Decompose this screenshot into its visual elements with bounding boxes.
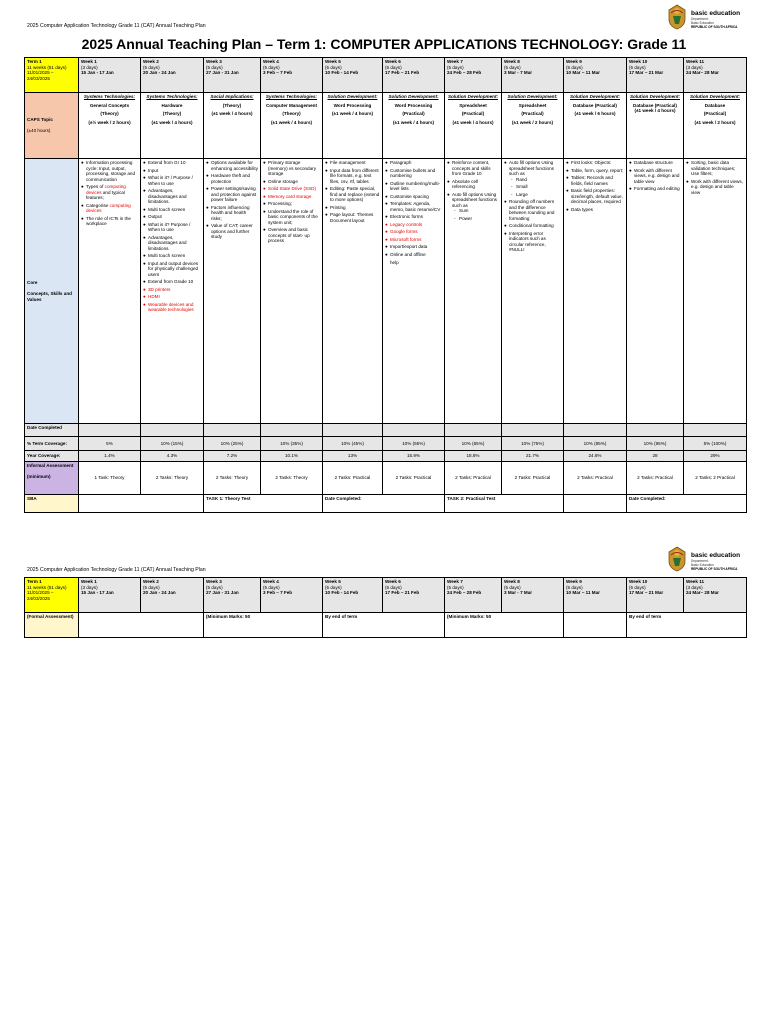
list-item: ● Conditional formatting [509,223,561,229]
sub-item: - Rand [516,177,561,183]
list-item: ● Advantages, disadvantages and limitations. [148,235,201,252]
caps-topic-row [25,93,747,159]
week-header: Week 8 (5 days) 3 Mar - 7 Mar [502,58,564,93]
list-item: ● Legacy controls [390,222,442,228]
list-item: ● Work with different views, e.g. design and table view [691,179,744,196]
list-item: ● Rounding off numbers and the difference between rounding and formatting [509,199,561,221]
caps-topic-cell: Social Implications: (Theory) (±1 week / 4 hours) [204,93,261,159]
list-item: ● Information processing cycle: Input, output, processing, storage and communication [86,160,138,182]
formal-minimum-marks: (Minimum Marks: 50 [204,613,323,638]
coverage-value: 10% (35%) [261,437,323,451]
core-concepts-label: Core Concepts, Skills and Values [25,159,79,424]
week-header: Week 4 (5 days) 3 Feb – 7 Feb [261,578,323,613]
list-item: ● Microsoft forms [390,237,442,243]
caps-topic-cell: Solution Development: Spreadsheet (Practical) (±1 week / 4 hours) [445,93,502,159]
list-item: ● Electronic forms [390,214,442,220]
term-coverage-row [25,437,747,451]
informal-assessment-label: Informal Assessment (minimum) [25,462,79,495]
caps-topic-cell: Systems Technologies: Computer Management (Theory) (±1 week / 4 hours) [261,93,323,159]
list-item: ● Memory card storage [268,194,320,200]
caps-topic-cell: Solution Development: Database (Practical) (±1 week / 6 hours) [564,93,627,159]
list-item: ● Solid State Drive (SSD) [268,186,320,192]
caps-topic-cell: Solution Development: Spreadsheet (Practical) (±1 week / 2 hours) [502,93,564,159]
coat-of-arms-icon [667,546,687,572]
list-item: ● Extend from Grade 10 [148,279,201,285]
list-item: ● Overview and basic concepts of start- up process [268,227,320,244]
list-item: ● Online storage [268,179,320,185]
list-item: ● Options available for enhancing accessibility [211,160,258,171]
weeks-header-row [25,58,747,93]
logo-country: REPUBLIC OF SOUTH AFRICA [691,567,738,571]
year-coverage-value: 15.9% [383,451,445,462]
coverage-value: 10% (45%) [323,437,383,451]
list-item: ● Input [148,168,201,174]
date-cell [261,424,323,437]
year-coverage-value: 1.4% [79,451,141,462]
dbe-logo [667,4,767,32]
core-cell-week-7 [445,159,502,424]
list-item: ● Primary storage (memory) vs secondary storage [268,160,320,177]
year-coverage-value: 24.6% [564,451,627,462]
caps-topic-cell: Solution Development: Database (Practical) (±1 week / 2 hours) [684,93,747,159]
core-cell-week-2 [141,159,204,424]
list-item-continued: help [390,260,399,265]
coverage-value: 10% (15%) [141,437,204,451]
formal-assessment-table [24,577,747,638]
week-header: Week 5 (5 days) 10 Feb - 14 Feb [323,578,383,613]
list-item: ● Wearable devices and wearable technologies [148,302,201,313]
sub-item: - Power [459,216,499,222]
coverage-value: 10% (95%) [627,437,684,451]
document-header-page-2: 2025 Computer Application Technology Grade 11 (CAT) Annual Teaching Plan [27,567,206,573]
list-item: ● Auto fill options Using spreadsheet functions such as - Rand - Small - Large [509,160,561,197]
core-concepts-row [25,159,747,424]
sba-task-2: TASK 2: Practical Test [445,495,564,513]
sub-item: - Large [516,192,561,198]
list-item: ● Printing [330,205,380,211]
informal-value: 2 Tasks: 2 Practical [684,462,747,495]
list-item: ● Power settings/saving and protection against power failure [211,186,258,203]
list-item: ● Interpreting error indicators such as circular reference, #NULL! [509,231,561,253]
formal-by-end-of-term: By end of term [627,613,747,638]
informal-assessment-row [25,462,747,495]
week-header: Week 9 (5 days) 10 Mar – 11 Mar [564,58,627,93]
list-item: ● Absolute cell referencing [452,179,499,190]
informal-value: 2 Tasks: Practical [627,462,684,495]
page-title: 2025 Annual Teaching Plan – Term 1: COMPUTER APPLICATIONS TECHNOLOGY: Grade 11 [81,36,687,52]
list-item: ● Outline numbering/multi-level lists [390,181,442,192]
year-coverage-value: 29% [684,451,747,462]
informal-value: 2 Tasks: Practical [564,462,627,495]
list-item: ● Output [148,214,201,220]
list-item: ● Categorise computing devices [86,203,138,214]
sub-item: - Small [516,184,561,190]
list-item: ● Understand the role of basic components of the system unit; [268,209,320,226]
list-item: ● Advantages, disadvantages and limitations. [148,188,201,205]
week-header: Week 5 (5 days) 10 Feb - 14 Feb [323,58,383,93]
list-item: ● Types of computing devices and typical features; [86,184,138,201]
sub-item: - Sum [459,208,499,214]
list-item: ● Data types [571,207,624,213]
year-coverage-value: 28 [627,451,684,462]
term-coverage-label: % Term Coverage: [25,437,79,451]
logo-title: basic education [691,552,741,559]
week-header: Week 2 (5 days) 20 Jan - 24 Jan [141,58,204,93]
date-cell [502,424,564,437]
year-coverage-value: 7.2% [204,451,261,462]
list-item: ● Input data from different file formats, e.g. text files, csv, rtf, tables [330,168,380,185]
list-item: ● Import/export data [390,244,442,250]
list-item: ● Editing: Paste special, find and replace (extend to more options) [330,186,380,203]
informal-value: 2 Tasks: Practical [383,462,445,495]
caps-topic-cell: Solution Development: Database (Practical) (±1 week / 4 hours) [627,93,684,159]
list-item: ● What is it? / Purpose / When to use [148,175,201,186]
date-completed-label: Date Completed [25,424,79,437]
list-item: ● Table, form, query, report; [571,168,624,174]
week-header: Week 11 (3 days) 24 Mar– 28 Mar [684,578,747,613]
list-item: ● HDMI [148,294,201,300]
core-cell-week-4 [261,159,323,424]
logo-country: REPUBLIC OF SOUTH AFRICA [691,25,738,29]
sba-date-completed: Date Completed: [627,495,747,513]
list-item: ● Basic field properties: size/length, default value, decimal places, required [571,188,624,205]
list-item: ● Tables: Records and fields, field names [571,175,624,186]
week-header: Week 8 (5 days) 3 Mar - 7 Mar [502,578,564,613]
caps-topic-cell: Systems Technologies: General Concepts (Theory) (±½ week / 2 hours) [79,93,141,159]
coverage-value: 10% (75%) [502,437,564,451]
year-coverage-value: 13% [323,451,383,462]
list-item: ● Customise spacing [390,194,442,200]
formal-cell [79,613,204,638]
core-cell-week-10 [627,159,684,424]
list-item: ● The role of ICTs in the workplace [86,216,138,227]
list-item: ● Database structure [634,160,681,166]
date-cell [445,424,502,437]
list-item: ● Multi touch screen [148,253,201,259]
week-header: Week 1 (3 days) 15 Jan - 17 Jan [79,578,141,613]
list-item: ● Online and offline [390,252,442,258]
week-header: Week 3 (5 days) 27 Jan - 31 Jan [204,58,261,93]
coverage-value: 10% (85%) [564,437,627,451]
logo-subtitle: Department: Basic Education [691,17,714,25]
coverage-value: 5% (100%) [684,437,747,451]
date-cell [383,424,445,437]
week-header: Week 2 (5 days) 20 Jan - 24 Jan [141,578,204,613]
term-cell: Term 1 11 weeks (51 days) 11/01/2025 – 24/03/2025 [25,58,79,93]
caps-topic-cell: Solution Development: Word Processing (Practical) (±1 week / 4 hours) [383,93,445,159]
sba-task-1: TASK 1: Theory Test [204,495,323,513]
week-header: Week 9 (5 days) 10 Mar – 11 Mar [564,578,627,613]
sba-cell [79,495,204,513]
date-cell [141,424,204,437]
year-coverage-value: 10.1% [261,451,323,462]
formal-assessment-label: (Formal Assessment) [25,613,79,638]
informal-value: 2 Tasks: Theory [141,462,204,495]
list-item: ● Work with different views, e.g. design and table view [634,168,681,185]
date-cell [564,424,627,437]
list-item: ● Google forms [390,229,442,235]
sba-date-completed: Date Completed: [323,495,445,513]
date-cell [684,424,747,437]
date-cell [204,424,261,437]
informal-value: 2 Tasks: Theory [261,462,323,495]
list-item: ● Page layout: Themes Document layout [330,212,380,223]
year-coverage-value: 18.8% [445,451,502,462]
list-item: ● Templates: Agenda, memo, basic resume/CV [390,201,442,212]
formal-minimum-marks: (Minimum Marks: 50 [445,613,564,638]
year-coverage-label: Year Coverage: [25,451,79,462]
coverage-value: 5% [79,437,141,451]
coverage-value: 10% (65%) [445,437,502,451]
core-cell-week-11 [684,159,747,424]
formal-assessment-row [25,613,747,638]
sba-cell [564,495,627,513]
date-cell [323,424,383,437]
teaching-plan-table [24,57,747,513]
formal-cell [564,613,627,638]
week-header: Week 4 (5 days) 3 Feb – 7 Feb [261,58,323,93]
coverage-value: 10% (55%) [383,437,445,451]
core-cell-week-6 [383,159,445,424]
week-header: Week 11 (3 days) 24 Mar– 28 Mar [684,58,747,93]
list-item: ● Extend from Gr 10 [148,160,201,166]
coverage-value: 10% (25%) [204,437,261,451]
list-item: ● Reinforce content, concepts and skills from Grade 10 [452,160,499,177]
date-completed-row [25,424,747,437]
list-item: ● Hardware theft and protection [211,173,258,184]
list-item: ● What is it? Purpose / When to use [148,222,201,233]
list-item: ● Auto fill options Using spreadsheet functions such as - Sum - Power [452,192,499,222]
sba-row [25,495,747,513]
document-header: 2025 Computer Application Technology Grade 11 (CAT) Annual Teaching Plan [27,23,206,29]
date-cell [79,424,141,437]
list-item: ● Processing; [268,201,320,207]
informal-value: 2 Tasks: Practical [502,462,564,495]
list-item: ● 3D printers [148,287,201,293]
year-coverage-value: 4.3% [141,451,204,462]
sba-label: SBA [25,495,79,513]
weeks-header-row [25,578,747,613]
week-header: Week 6 (5 days) 17 Feb – 21 Feb [383,58,445,93]
caps-topic-cell: Solution Development: Word Processing (±1 week / 4 hours) [323,93,383,159]
week-header: Week 10 (5 days) 17 Mar – 21 Mar [627,58,684,93]
week-header: Week 3 (5 days) 27 Jan - 31 Jan [204,578,261,613]
week-header: Week 1 (3 days) 15 Jan - 17 Jan [79,58,141,93]
list-item: ● Formatting and editing [634,186,681,192]
date-cell [627,424,684,437]
formal-by-end-of-term: By end of term [323,613,445,638]
term-cell: Term 1 11 weeks (51 days) 11/01/2025 – 24/03/2025 [25,578,79,613]
week-header: Week 6 (5 days) 17 Feb – 21 Feb [383,578,445,613]
core-cell-week-9 [564,159,627,424]
year-coverage-value: 21.7% [502,451,564,462]
week-header: Week 10 (5 days) 17 Mar – 21 Mar [627,578,684,613]
core-cell-week-8 [502,159,564,424]
coat-of-arms-icon [667,4,687,30]
list-item: ● First looks: Objects: [571,160,624,166]
informal-value: 2 Tasks: Practical [323,462,383,495]
core-cell-week-5 [323,159,383,424]
informal-value: 2 Tasks: Practical [445,462,502,495]
caps-topic-cell: Systems Technologies: Hardware (Theory) (±1 week / 4 hours) [141,93,204,159]
caps-topic-label: CAPS Topic (±40 hours) [25,93,79,159]
year-coverage-row [25,451,747,462]
list-item: ● Sorting, basic data validation techniques; Use filters; [691,160,744,177]
list-item: ● Paragraph [390,160,442,166]
week-header: Week 7 (5 days) 24 Feb – 28 Feb [445,578,502,613]
informal-value: 2 Tasks: Theory [204,462,261,495]
list-item: ● Input and output devices for physically challenged users [148,261,201,278]
list-item: ● Multi touch screen [148,207,201,213]
logo-title: basic education [691,10,741,17]
list-item: ● Factors influencing health and health risks; [211,205,258,222]
week-header: Week 7 (5 days) 24 Feb – 28 Feb [445,58,502,93]
core-cell-week-3 [204,159,261,424]
dbe-logo-page-2 [667,546,767,574]
list-item: ● Customise bullets and numbering [390,168,442,179]
list-item: ● File management [330,160,380,166]
logo-subtitle: Department: Basic Education [691,559,714,567]
core-cell-week-1 [79,159,141,424]
informal-value: 1 Task: Theory [79,462,141,495]
list-item: ● Value of CAT; career options and further study [211,223,258,240]
